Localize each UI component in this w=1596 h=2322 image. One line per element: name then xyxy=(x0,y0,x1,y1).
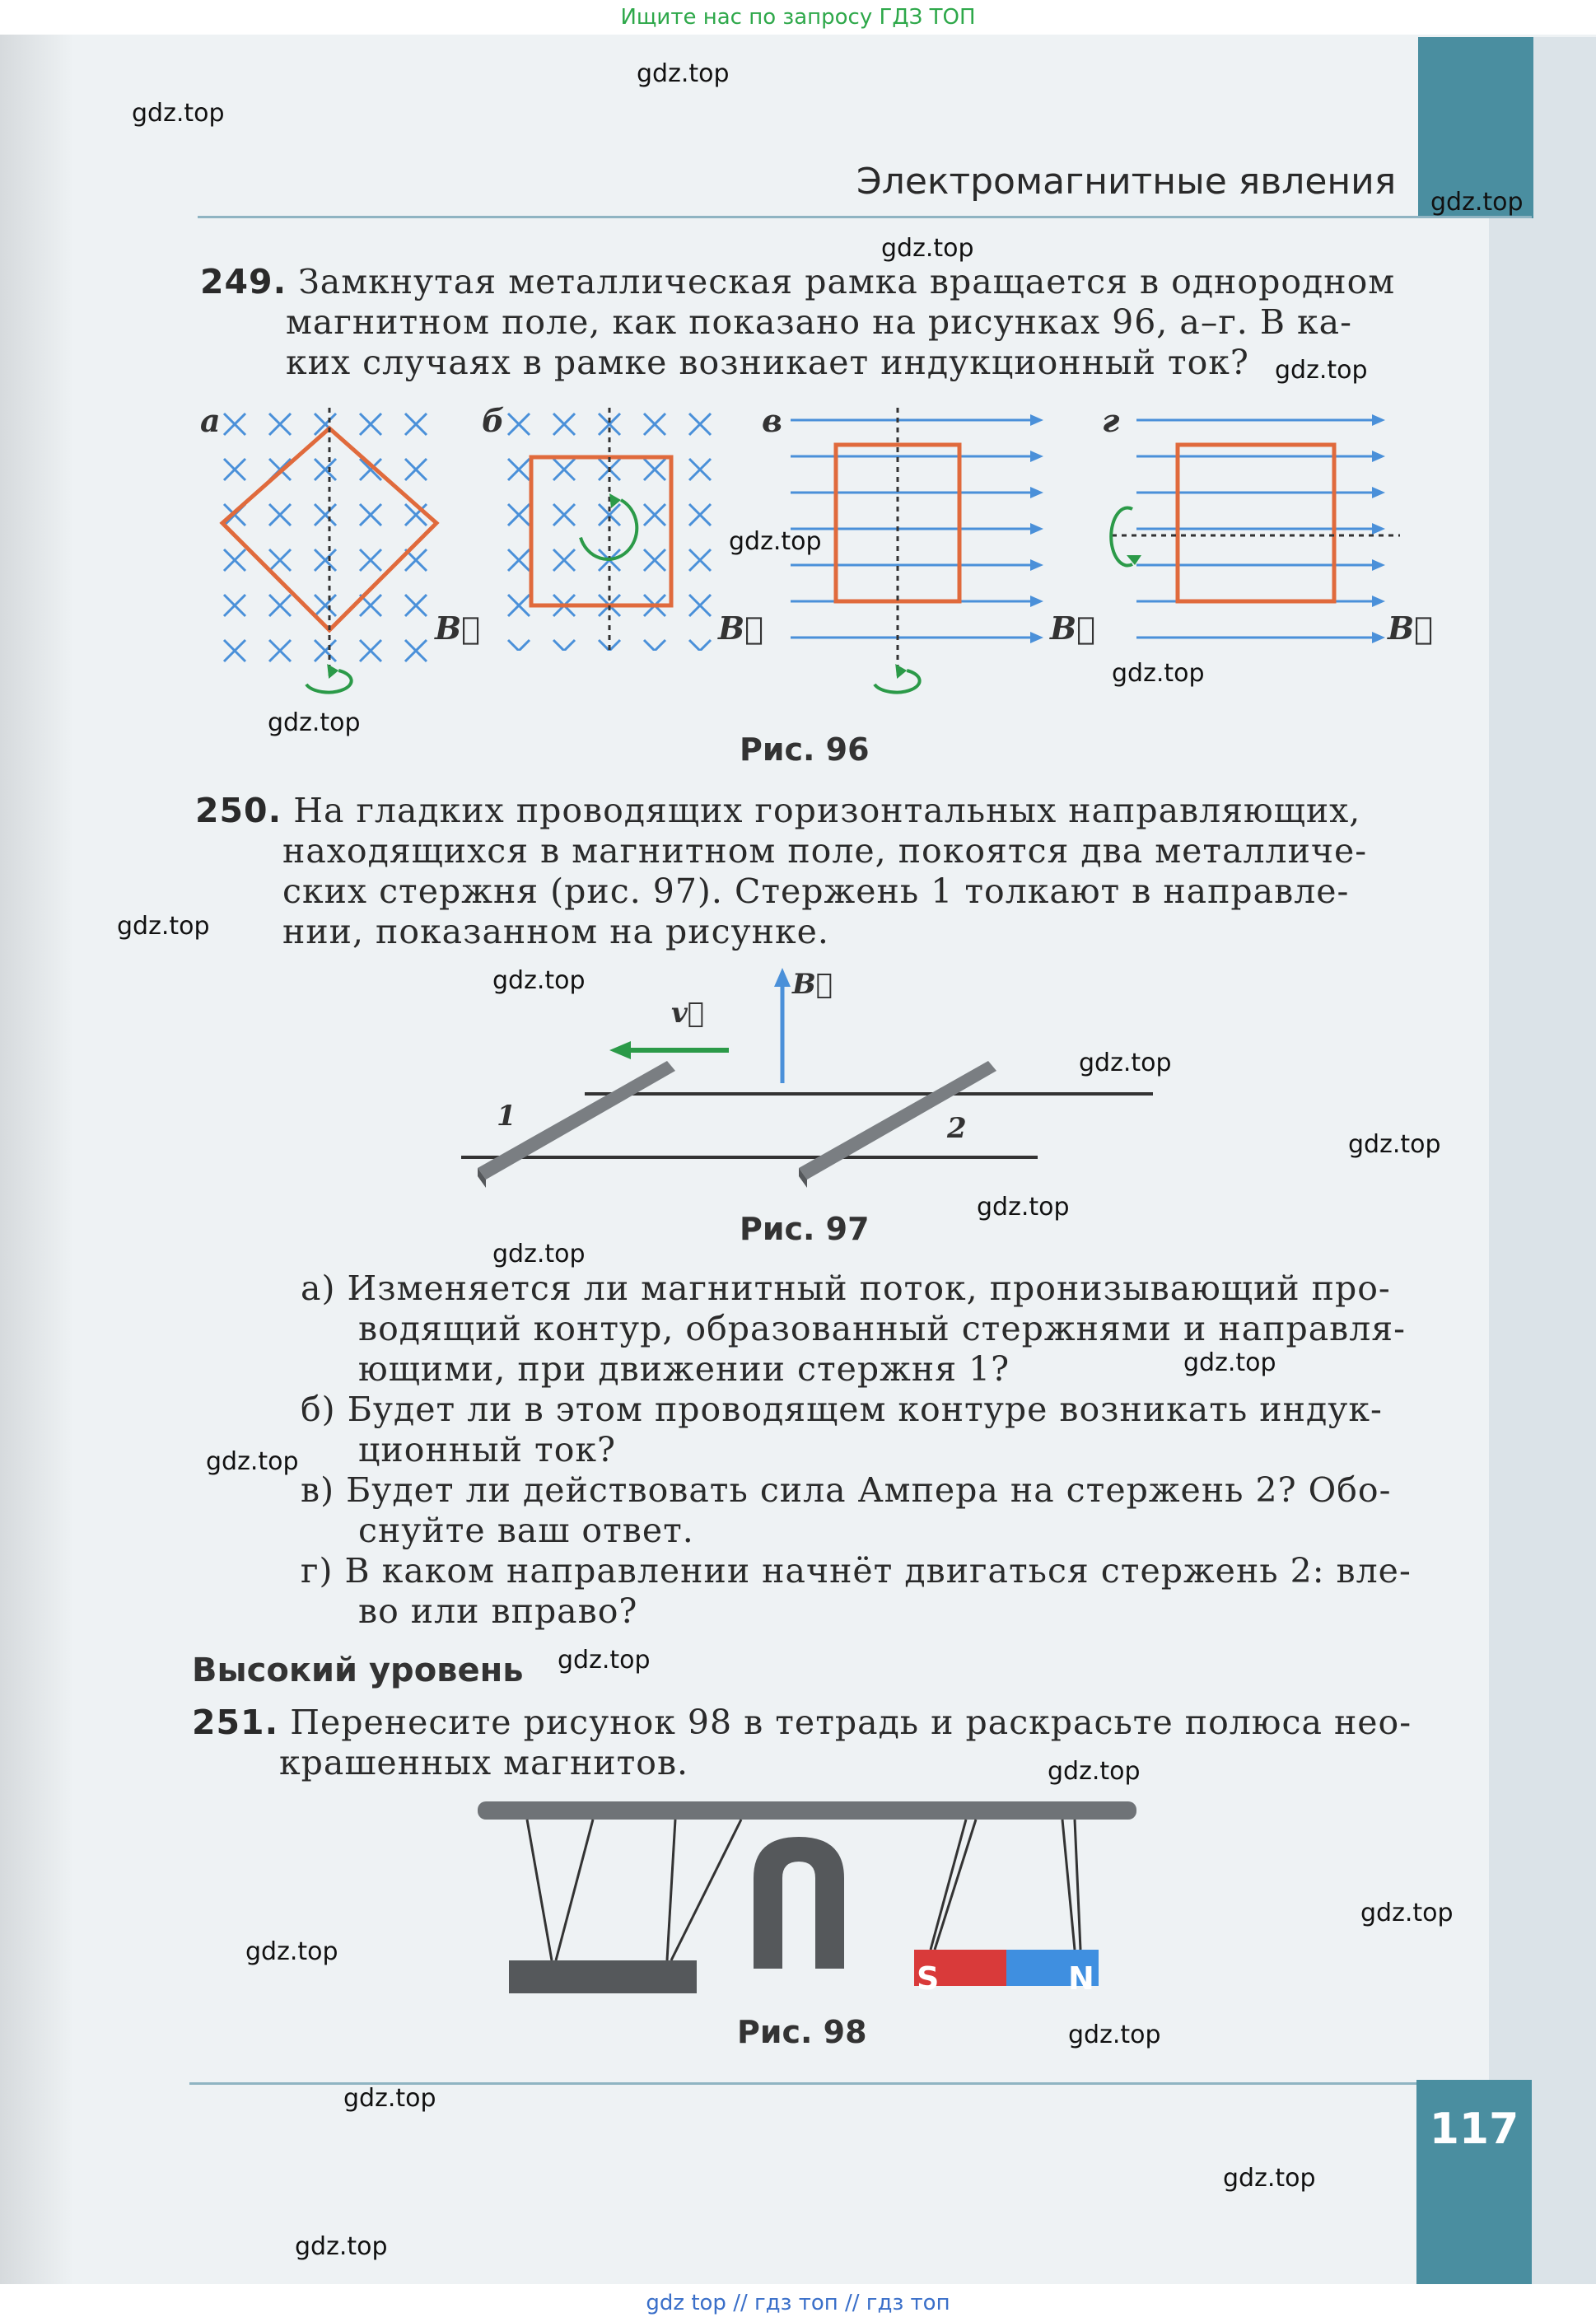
watermark: gdz.top xyxy=(492,966,586,995)
watermark: gdz.top xyxy=(132,99,225,128)
figure-caption: Рис. 96 xyxy=(740,731,870,768)
velocity-label: v⃗ xyxy=(671,997,705,1030)
field-cross xyxy=(224,459,245,480)
field-cross xyxy=(405,595,427,616)
field-arrow xyxy=(1372,632,1385,643)
watermark: gdz.top xyxy=(558,1646,651,1675)
problem-line: На гладких проводящих горизонтальных направляющих, xyxy=(293,791,1361,830)
question-line: ющими, при движении стержня 1? xyxy=(358,1349,1010,1389)
watermark: gdz.top xyxy=(1183,1348,1276,1377)
field-vector-label: B⃗ xyxy=(1050,610,1095,647)
watermark: gdz.top xyxy=(1275,356,1368,385)
question-line: В каком направлении начнёт двигаться стержень 2: вле- xyxy=(344,1551,1412,1591)
fig-label-b: б xyxy=(482,402,505,439)
question-line: Будет ли действовать сила Ампера на стержень 2? Обо- xyxy=(346,1470,1392,1510)
field-arrow xyxy=(1372,596,1385,607)
field-cross xyxy=(689,640,711,651)
watermark: gdz.top xyxy=(117,912,210,941)
field-vector-label: B⃗ xyxy=(718,610,763,647)
field-cross xyxy=(689,549,711,571)
field-cross xyxy=(508,640,530,651)
question-letter: г) xyxy=(301,1551,334,1591)
field-cross xyxy=(405,413,427,435)
field-cross xyxy=(315,504,336,526)
field-cross xyxy=(644,413,665,435)
problem-line: ких случаях в рамке возникает индукционный ток? xyxy=(286,343,1249,382)
page-edge xyxy=(1489,37,1596,2286)
fig-label-v: в xyxy=(762,402,782,439)
field-cross xyxy=(644,549,665,571)
field-arrow xyxy=(1372,451,1385,462)
watermark: gdz.top xyxy=(1068,2021,1161,2049)
field-cross xyxy=(360,549,381,571)
question-letter: а) xyxy=(301,1268,336,1308)
field-cross xyxy=(315,459,336,480)
field-cross xyxy=(644,640,665,651)
page-number: 117 xyxy=(1429,2105,1519,2154)
rotation-arrow-head xyxy=(327,664,338,679)
field-cross xyxy=(553,549,575,571)
page-gutter xyxy=(0,0,74,2322)
watermark: gdz.top xyxy=(492,1240,586,1268)
problem-line: ских стержня (рис. 97). Стержень 1 толкают в направле- xyxy=(282,871,1350,911)
field-cross xyxy=(315,595,336,616)
question-line: Будет ли в этом проводящем контуре возникать индук- xyxy=(347,1390,1383,1429)
field-cross xyxy=(644,504,665,526)
field-arrow xyxy=(1372,559,1385,571)
field-cross xyxy=(224,595,245,616)
rod-1-label: 1 xyxy=(497,1100,516,1133)
figure-caption: Рис. 98 xyxy=(737,2014,867,2050)
problem-line: Перенесите рисунок 98 в тетрадь и раскрасьте полюса нео- xyxy=(290,1703,1412,1742)
field-cross xyxy=(269,549,291,571)
field-cross xyxy=(553,459,575,480)
watermark: gdz.top xyxy=(881,234,974,263)
field-cross xyxy=(269,504,291,526)
field-cross xyxy=(508,459,530,480)
figure-caption: Рис. 97 xyxy=(740,1211,870,1247)
problem-number: 251. xyxy=(192,1703,279,1742)
figure-96a xyxy=(218,404,457,717)
field-vector-label: B⃗ xyxy=(435,610,480,647)
field-arrow xyxy=(1030,487,1043,498)
watermark: gdz.top xyxy=(206,1447,299,1476)
field-arrow xyxy=(1030,596,1043,607)
fig-label-a: а xyxy=(200,402,221,439)
problem-line: находящихся в магнитном поле, покоятся два металличе- xyxy=(282,831,1368,871)
field-cross xyxy=(553,504,575,526)
field-cross xyxy=(689,595,711,616)
top-banner[interactable]: Ищите нас по запросу ГДЗ ТОП xyxy=(0,0,1596,35)
field-arrow xyxy=(1030,451,1043,462)
watermark: gdz.top xyxy=(729,527,822,556)
field-cross xyxy=(553,413,575,435)
field-cross xyxy=(360,413,381,435)
field-arrow xyxy=(1372,487,1385,498)
question-line: водящий контур, образованный стержнями и направля- xyxy=(358,1309,1407,1348)
field-cross xyxy=(508,595,530,616)
problem-number: 250. xyxy=(195,791,282,830)
question-letter: в) xyxy=(301,1470,335,1510)
field-cross xyxy=(689,413,711,435)
watermark: gdz.top xyxy=(1430,188,1524,217)
bottom-banner[interactable]: gdz top // гдз топ // гдз топ xyxy=(0,2284,1596,2322)
problem-line: крашенных магнитов. xyxy=(279,1743,689,1782)
field-arrow xyxy=(1030,632,1043,643)
problem-number: 249. xyxy=(200,262,287,301)
metal-frame xyxy=(1178,445,1334,601)
field-cross xyxy=(508,504,530,526)
watermark: gdz.top xyxy=(295,2232,388,2261)
field-cross xyxy=(224,413,245,435)
question-v xyxy=(301,1470,1421,1551)
field-arrow xyxy=(1030,414,1043,426)
section-heading: Высокий уровень xyxy=(192,1652,524,1689)
watermark: gdz.top xyxy=(1348,1130,1441,1159)
watermark: gdz.top xyxy=(1112,659,1205,688)
field-cross xyxy=(405,459,427,480)
question-b xyxy=(301,1390,1421,1470)
field-cross xyxy=(360,640,381,661)
question-g xyxy=(301,1551,1421,1632)
field-cross xyxy=(315,549,336,571)
field-cross xyxy=(405,640,427,661)
field-cross xyxy=(269,595,291,616)
field-cross xyxy=(224,549,245,571)
fig-label-g: г xyxy=(1102,402,1120,439)
field-cross xyxy=(508,413,530,435)
field-vector-label: B⃗ xyxy=(1388,610,1433,647)
watermark: gdz.top xyxy=(977,1193,1070,1222)
field-cross xyxy=(689,504,711,526)
header-divider xyxy=(198,216,1532,218)
figure-96v xyxy=(786,404,1058,708)
question-letter: б) xyxy=(301,1390,336,1429)
field-cross xyxy=(508,549,530,571)
field-label: B⃗ xyxy=(792,968,833,1001)
question-line: ционный ток? xyxy=(358,1430,616,1469)
question-line: во или вправо? xyxy=(358,1591,638,1631)
question-line: Изменяется ли магнитный поток, пронизывающий про- xyxy=(347,1268,1391,1308)
figure-96b xyxy=(502,404,725,651)
field-arrow xyxy=(1030,559,1043,571)
chapter-title: Электромагнитные явления xyxy=(856,161,1397,203)
watermark: gdz.top xyxy=(268,708,361,737)
figure-98 xyxy=(469,1792,1145,2006)
figure-96g xyxy=(1104,404,1400,651)
magnet-north-label: N xyxy=(1068,1960,1094,1997)
watermark: gdz.top xyxy=(245,1937,338,1966)
field-cross xyxy=(689,459,711,480)
problem-line: магнитном поле, как показано на рисунках 96, а–г. В ка- xyxy=(286,302,1352,342)
watermark: gdz.top xyxy=(1223,2164,1316,2193)
watermark: gdz.top xyxy=(343,2084,436,2113)
field-cross xyxy=(644,459,665,480)
problem-251 xyxy=(192,1703,1419,1783)
rod-2-label: 2 xyxy=(947,1112,967,1145)
watermark: gdz.top xyxy=(637,59,730,88)
watermark: gdz.top xyxy=(1048,1757,1141,1786)
rotation-arrow-head xyxy=(895,664,907,679)
problem-line: нии, показанном на рисунке. xyxy=(282,912,829,951)
field-cross xyxy=(269,413,291,435)
question-line: снуйте ваш ответ. xyxy=(358,1511,694,1550)
field-cross xyxy=(224,640,245,661)
rotation-arrow-head xyxy=(1127,555,1141,565)
problem-line: Замкнутая металлическая рамка вращается в однородном xyxy=(298,262,1396,301)
field-cross xyxy=(553,640,575,651)
watermark: gdz.top xyxy=(1079,1049,1172,1077)
field-arrow xyxy=(1030,523,1043,535)
field-cross xyxy=(269,640,291,661)
problem-249 xyxy=(200,262,1419,383)
field-cross xyxy=(360,504,381,526)
field-arrow xyxy=(1372,414,1385,426)
field-arrow xyxy=(1372,523,1385,535)
magnet-south-label: S xyxy=(917,1960,940,1997)
field-cross xyxy=(315,640,336,661)
problem-250 xyxy=(195,791,1422,952)
watermark: gdz.top xyxy=(1360,1899,1454,1927)
